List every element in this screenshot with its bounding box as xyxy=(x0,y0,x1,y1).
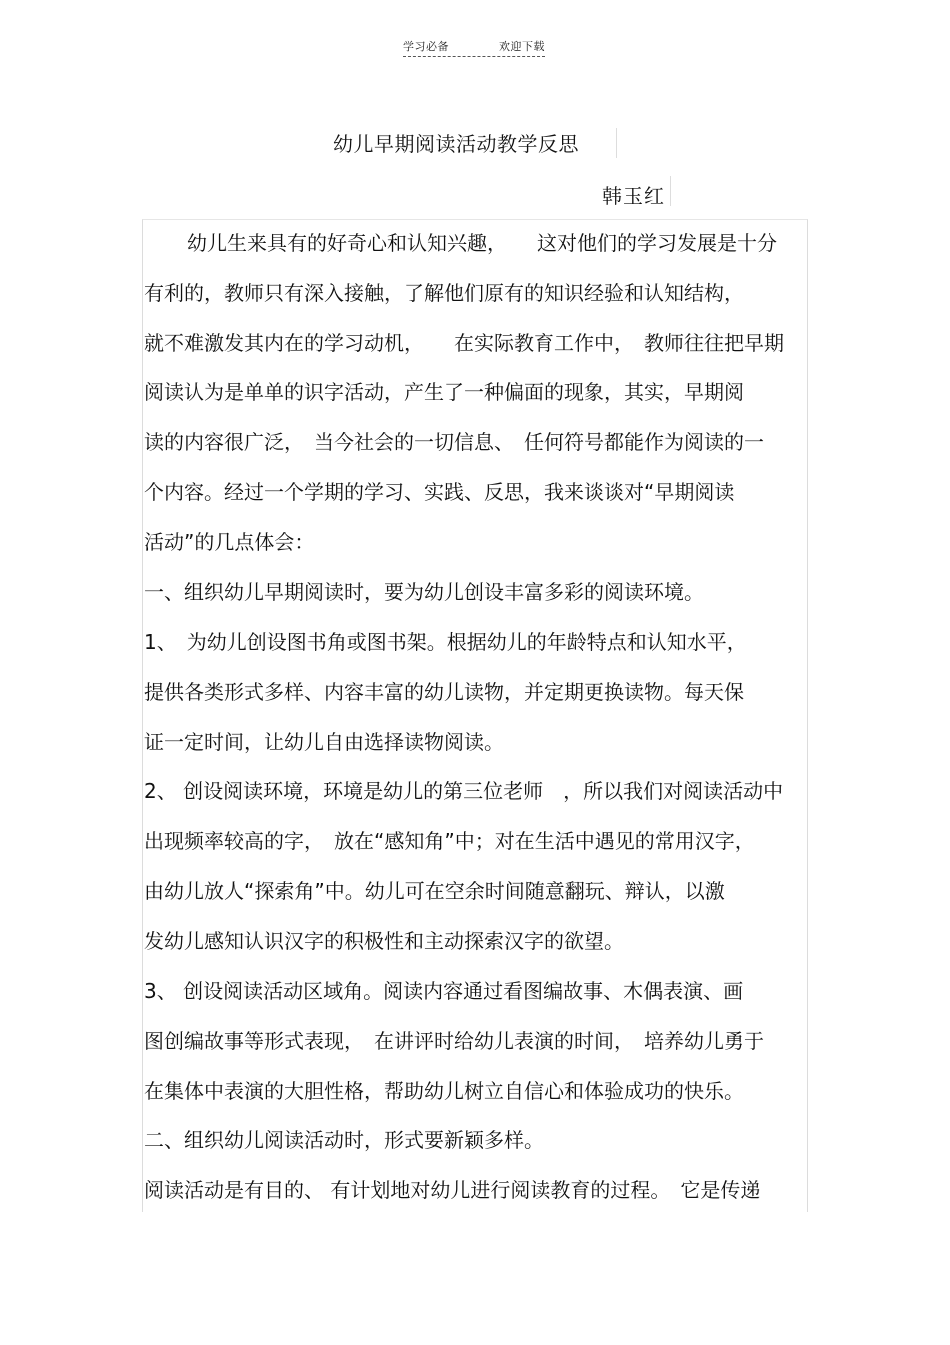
text-line: 就不难激发其内在的学习动机， 在实际教育工作中， 教师往往把早期 xyxy=(144,331,784,355)
author-divider xyxy=(670,176,671,206)
body-frame xyxy=(142,219,808,1212)
text-line: 2、 创设阅读环境，环境是幼儿的第三位老师 ，所以我们对阅读活动中 xyxy=(144,779,784,803)
text-line: 发幼儿感知认识汉字的积极性和主动探索汉字的欲望。 xyxy=(144,929,624,953)
document-title: 幼儿早期阅读活动教学反思 xyxy=(333,132,579,156)
section-heading: 二、组织幼儿阅读活动时，形式要新颖多样。 xyxy=(144,1128,544,1152)
text-line: 由幼儿放人“探索角”中。幼儿可在空余时间随意翻玩、辩认，以激 xyxy=(144,879,725,903)
section-heading: 一、组织幼儿早期阅读时，要为幼儿创设丰富多彩的阅读环境。 xyxy=(144,580,704,604)
text-line: 证一定时间，让幼儿自由选择读物阅读。 xyxy=(144,730,504,754)
text-line: 活动”的几点体会： xyxy=(144,530,315,554)
text-line: 有利的，教师只有深入接触，了解他们原有的知识经验和认知结构， xyxy=(144,281,744,305)
text-line: 阅读认为是单单的识字活动，产生了一种偏面的现象，其实，早期阅 xyxy=(144,380,744,404)
text-line: 3、 创设阅读活动区域角。阅读内容通过看图编故事、木偶表演、画 xyxy=(144,979,744,1003)
header-left-text: 学习必备 xyxy=(403,40,449,53)
header-right-text: 欢迎下载 xyxy=(499,40,545,53)
page-header xyxy=(403,38,545,57)
text-line: 个内容。经过一个学期的学习、实践、反思，我来谈谈对“早期阅读 xyxy=(144,480,735,504)
text-line: 在集体中表演的大胆性格，帮助幼儿树立自信心和体验成功的快乐。 xyxy=(144,1079,744,1103)
title-divider xyxy=(616,128,617,158)
text-line: 图创编故事等形式表现， 在讲评时给幼儿表演的时间， 培养幼儿勇于 xyxy=(144,1029,764,1053)
text-line: 提供各类形式多样、内容丰富的幼儿读物，并定期更换读物。每天保 xyxy=(144,680,744,704)
text-line: 阅读活动是有目的、 有计划地对幼儿进行阅读教育的过程。 它是传递 xyxy=(144,1178,761,1202)
author-name: 韩玉红 xyxy=(602,184,665,208)
text-line: 幼儿生来具有的好奇心和认知兴趣， 这对他们的学习发展是十分 xyxy=(187,231,777,255)
text-line: 出现频率较高的字， 放在“感知角”中；对在生活中遇见的常用汉字， xyxy=(144,829,755,853)
text-line: 1、 为幼儿创设图书角或图书架。根据幼儿的年龄特点和认知水平， xyxy=(144,630,747,654)
text-line: 读的内容很广泛， 当今社会的一切信息、 任何符号都能作为阅读的一 xyxy=(144,430,764,454)
